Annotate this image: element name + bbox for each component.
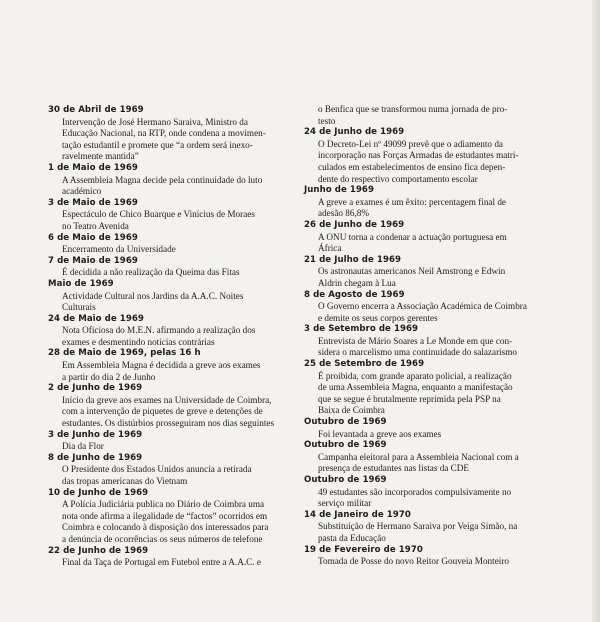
entry-text-line: A greve a exames é um êxito: percentagem final de [318, 196, 507, 207]
entry-text-line: A Polícia Judiciária publica no Diário de Coimbra uma [62, 499, 265, 510]
entry-text-line: Foi levantada a greve aos exames [318, 428, 442, 439]
entry-text-line: É proibida, com grande aparato policial, a realização [318, 370, 512, 381]
entry-date: 8 de Junho de 1969 [48, 452, 143, 463]
entry-text-line: exames e desmentindo notícias contrárias [62, 336, 215, 347]
entry-date: 26 de Junho de 1969 [304, 219, 405, 230]
entry-date: 6 de Maio de 1969 [48, 232, 138, 243]
entry-text-line: ravelmente mantida” [62, 151, 139, 162]
timeline-entry [304, 324, 536, 359]
timeline-entry [48, 383, 280, 429]
timeline-entry [48, 198, 280, 233]
entry-text-line: Os astronautas americanos Neil Amstrong e Edwin [318, 266, 506, 277]
entry-text-line: de uma Assembleia Magna, enquanto a manifestação [318, 382, 513, 393]
entry-text-line: Intervenção de José Hermano Saraiva, Ministro da [62, 116, 248, 127]
entry-text-line: incorporação nas Forças Armadas de estudantes matri- [318, 150, 519, 161]
timeline-entry [48, 453, 280, 488]
entry-date: 21 de Julho de 1969 [304, 254, 402, 265]
entry-text-line: e demite os seus corpos gerentes [318, 312, 438, 323]
entry-date: 24 de Junho de 1969 [304, 127, 405, 138]
entry-text-line: Entrevista de Mário Soares a Le Monde em que con- [318, 335, 513, 346]
entry-text-line: Encerramento da Universidade [62, 244, 176, 255]
entry-text-line: tação estudantil e promete que “a ordem será inexo- [62, 139, 253, 150]
entry-date: 3 de Setembro de 1969 [304, 324, 419, 335]
entry-text-line: nota onde afirma a ilegalidade de “factos” ocorridos em [62, 510, 268, 521]
entry-date: 19 de Fevereiro de 1970 [304, 544, 423, 555]
entry-text-line: Campanha eleitoral para a Assembleia Nacional com a [318, 451, 519, 462]
entry-text-line: Substituição de Hermano Saraiva por Veiga Simão, na [318, 521, 518, 532]
entry-text-line: com a intervenção de piquetes de greve e detenções de [62, 406, 263, 417]
entry-text-line: Educação Nacional, na RTP, onde condena a movimen- [62, 128, 266, 139]
entry-text-line: Actividade Cultural nos Jardins da A.A.C. Noites [62, 290, 244, 301]
entry-text-line: que se segue é brutalmente reprimida pela PSP na [318, 393, 501, 404]
timeline-entry [48, 430, 280, 453]
timeline-entry [48, 233, 280, 256]
timeline-entry [304, 127, 536, 185]
entry-text-line: Aldrin chegam à Lua [318, 277, 396, 288]
entry-date: 25 de Setembro de 1969 [304, 359, 425, 370]
timeline-entry [304, 359, 536, 417]
entry-text-line: presença de estudantes nas listas da CDE [318, 463, 470, 474]
timeline-entry [304, 510, 536, 545]
entry-date: 30 de Abril de 1969 [48, 105, 144, 115]
entry-date: 7 de Maio de 1969 [48, 255, 138, 266]
entry-date: Junho de 1969 [304, 185, 374, 196]
timeline-entry [48, 488, 280, 546]
entry-date: Maio de 1969 [48, 278, 114, 289]
timeline-entry [48, 163, 280, 198]
entry-date: 1 de Maio de 1969 [48, 162, 138, 173]
entry-date: 3 de Junho de 1969 [48, 429, 143, 440]
timeline-entry [304, 545, 536, 568]
entry-text-line: Nota Oficiosa do M.E.N. afirmando a realização dos [62, 325, 256, 336]
timeline-left-column [48, 105, 280, 569]
entry-text-line: Espectáculo de Chico Buarque e Vinícius de Moraes [62, 209, 255, 220]
entry-text-line: África [318, 243, 342, 254]
timeline-entry [48, 105, 280, 163]
timeline-entry [304, 185, 536, 220]
timeline-entry [304, 255, 536, 290]
timeline-entry [304, 417, 536, 440]
timeline-entry [48, 279, 280, 314]
entry-text-line: estudantes. Os distúrbios prosseguiram nos dias seguintes [62, 418, 275, 429]
entry-text-line: Dia da Flor [62, 441, 104, 452]
timeline-entry [48, 348, 280, 383]
entry-date: 28 de Maio de 1969, pelas 16 h [48, 348, 201, 359]
entry-text-line: adesão 86,8% [318, 208, 370, 219]
entry-text-line: académico [62, 186, 102, 197]
entry-text-line: serviço militar [318, 498, 372, 509]
entry-text-line: a partir do dia 2 de Junho [62, 371, 156, 382]
entry-text-line: 49 estudantes são incorporados compulsivamente no [318, 486, 512, 497]
timeline-right-column [304, 104, 536, 568]
timeline-entry [304, 290, 536, 325]
entry-text-line: das tropas americanas do Vietnam [62, 476, 188, 486]
entry-text-line: O Presidente dos Estados Unidos anuncia a retirada [62, 464, 252, 475]
timeline-entry [304, 475, 536, 510]
entry-text-line: pasta da Educação [318, 532, 386, 543]
entry-date: Outubro de 1969 [304, 475, 387, 485]
entry-text-line: É decidida a não realização da Queima das Fitas [62, 267, 240, 278]
entry-text-line: Em Assembleia Magna é decidida a greve aos exames [62, 360, 261, 371]
timeline-entry [304, 440, 536, 475]
timeline-entry [48, 256, 280, 279]
entry-text-line: O Decreto-Lei nº 49099 prevê que o adiamento da [318, 138, 503, 149]
timeline-entry [48, 314, 280, 349]
entry-date: Outubro de 1969 [304, 440, 387, 451]
entry-text-line: Tomada de Posse do novo Reitor Gouveia Monteiro [318, 556, 509, 567]
timeline-entry [48, 546, 280, 569]
timeline-entry [304, 104, 536, 127]
entry-text-line: sidera o marcelismo uma continuidade do salazarismo [318, 347, 517, 358]
entry-date: 10 de Junho de 1969 [48, 487, 149, 498]
entry-text-line: culados em estabelecimentos de ensino fica depen- [318, 161, 506, 172]
entry-text-line: Final da Taça de Portugal em Futebol entre a A.A.C. e [62, 557, 261, 568]
entry-text-line: Culturais [62, 302, 96, 313]
entry-date: 3 de Maio de 1969 [48, 197, 138, 208]
entry-date: 24 de Maio de 1969 [48, 313, 144, 324]
entry-text-line: A ONU torna a condenar a actuação portuguesa em [318, 231, 507, 242]
entry-text-line: o Benfica que se transformou numa jornada de pro- [318, 104, 508, 114]
entry-text-line: a denúncia de ocorrências os seus números de telefone [62, 533, 263, 544]
entry-text-line: Baixa de Coimbra [318, 405, 385, 416]
entry-text-line: dente do respectivo comportamento escolar [318, 173, 478, 184]
entry-text-line: Início da greve aos exames na Universidade de Coimbra, [62, 394, 272, 405]
entry-text-line: O Governo encerra a Associação Académica de Coimbra [318, 301, 527, 312]
entry-date: Outubro de 1969 [304, 417, 387, 428]
timeline-entry [304, 220, 536, 255]
entry-text-line: A Assembleia Magna decide pela continuidade do luto [62, 174, 263, 185]
entry-date: 22 de Junho de 1969 [48, 545, 149, 556]
entry-text-line: no Teatro Avenida [62, 220, 129, 231]
entry-date: 14 de Janeiro de 1970 [304, 509, 411, 520]
entry-text-line: testo [318, 115, 336, 126]
entry-date: 2 de Junho de 1969 [48, 383, 143, 394]
entry-text-line: Coimbra e colocando à disposição dos interessados para [62, 522, 269, 533]
entry-date: 8 de Agosto de 1969 [304, 289, 405, 300]
page-edge [592, 0, 600, 622]
